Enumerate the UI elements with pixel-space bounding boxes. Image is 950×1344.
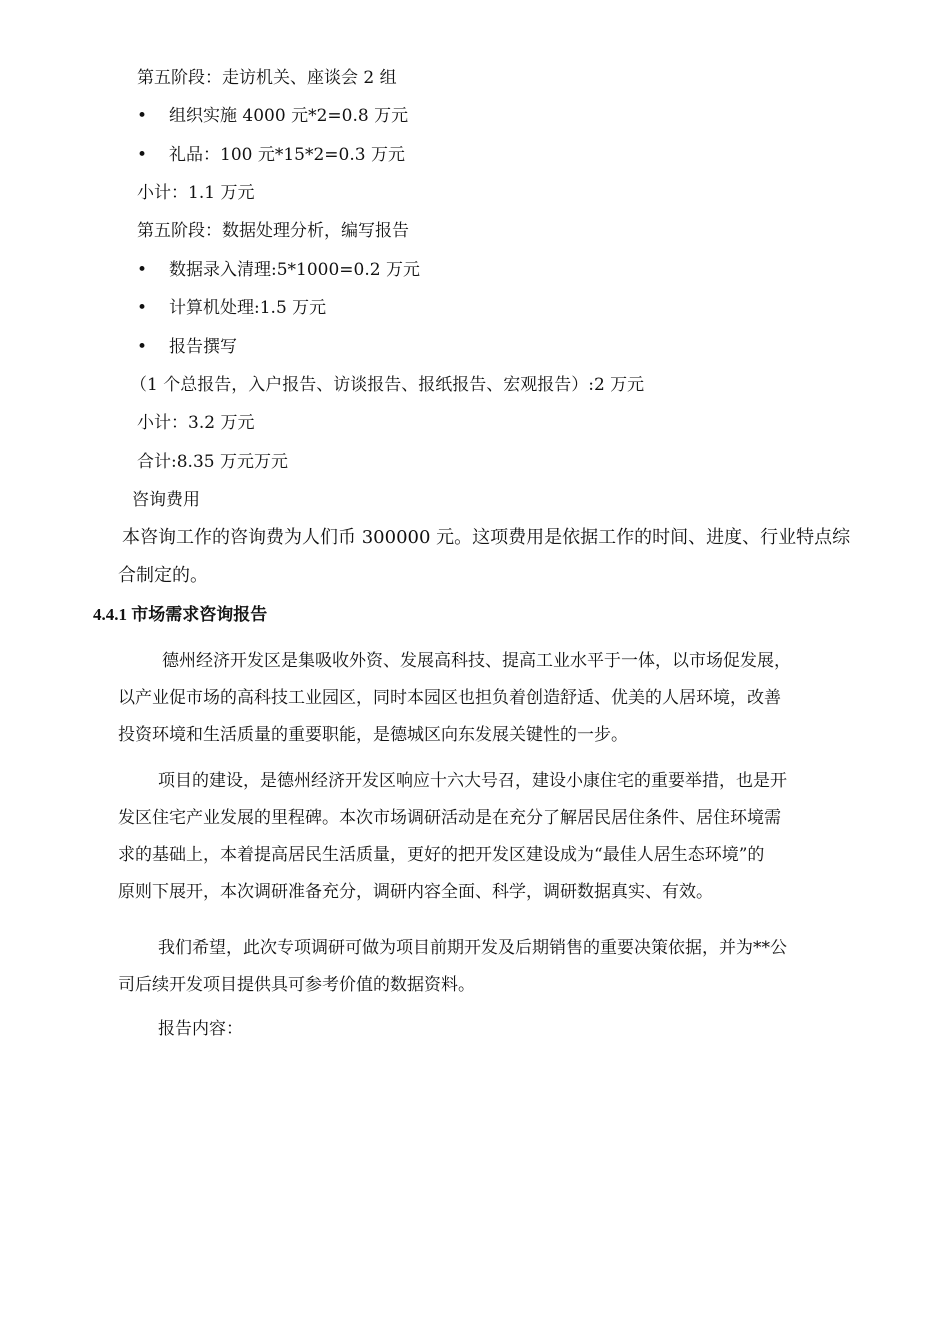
bullet-icon: • <box>137 298 148 318</box>
paragraph-line: 发区住宅产业发展的里程碑。本次市场调研活动是在充分了解居民居住条件、居住环境需 <box>118 808 781 828</box>
section-heading: 4.4.1 市场需求咨询报告 <box>93 605 268 624</box>
list-item-text: 报告撰写 <box>169 337 237 357</box>
paragraph-line: 项目的建设，是德州经济开发区响应十六大号召，建设小康住宅的重要举措，也是开 <box>158 771 787 791</box>
phase5-report-title: 第五阶段：数据处理分析，编写报告 <box>137 221 409 241</box>
bullet-icon: • <box>137 337 148 357</box>
paragraph-line: 求的基础上，本着提高居民生活质量，更好的把开发区建设成为“最佳人居生态环境”的 <box>118 845 765 865</box>
consulting-fee-text: 合制定的。 <box>118 565 208 586</box>
report-detail: （1 个总报告，入户报告、访谈报告、报纸报告、宏观报告）:2 万元 <box>130 375 645 395</box>
paragraph-line: 以产业促市场的高科技工业园区，同时本园区也担负着创造舒适、优美的人居环境，改善 <box>118 688 781 708</box>
list-item-text: 组织实施 4000 元*2=0.8 万元 <box>169 106 409 126</box>
paragraph-line: 投资环境和生活质量的重要职能，是德城区向东发展关键性的一步。 <box>118 725 628 745</box>
list-item-text: 数据录入清理:5*1000=0.2 万元 <box>169 260 420 280</box>
paragraph-line: 司后续开发项目提供具可参考价值的数据资料。 <box>118 975 475 995</box>
paragraph-line: 德州经济开发区是集吸收外资、发展高科技、提高工业水平于一体，以市场促发展， <box>162 651 791 671</box>
phase5-visit-title: 第五阶段：走访机关、座谈会 2 组 <box>137 68 397 88</box>
paragraph <box>118 763 878 911</box>
paragraph <box>118 930 878 1004</box>
bullet-icon: • <box>137 145 148 165</box>
phase5-visit-subtotal: 小计：1.1 万元 <box>137 183 255 203</box>
bullet-icon: • <box>137 260 148 280</box>
bullet-icon: • <box>137 106 148 126</box>
consulting-fee-text: 本咨询工作的咨询费为人们币 300000 元。这项费用是依据工作的时间、进度、行业特点综 <box>122 527 851 548</box>
phase5-report-subtotal: 小计：3.2 万元 <box>137 413 255 433</box>
consulting-fee-title: 咨询费用 <box>132 490 200 510</box>
paragraph <box>118 643 878 754</box>
list-item-text: 礼品：100 元*15*2=0.3 万元 <box>169 145 405 165</box>
paragraph-line: 我们希望，此次专项调研可做为项目前期开发及后期销售的重要决策依据，并为**公 <box>158 938 787 958</box>
paragraph-line: 原则下展开，本次调研准备充分，调研内容全面、科学，调研数据真实、有效。 <box>118 882 713 902</box>
report-contents-label: 报告内容： <box>158 1019 243 1039</box>
grand-total: 合计:8.35 万元万元 <box>137 452 288 472</box>
list-item-text: 计算机处理:1.5 万元 <box>169 298 327 318</box>
